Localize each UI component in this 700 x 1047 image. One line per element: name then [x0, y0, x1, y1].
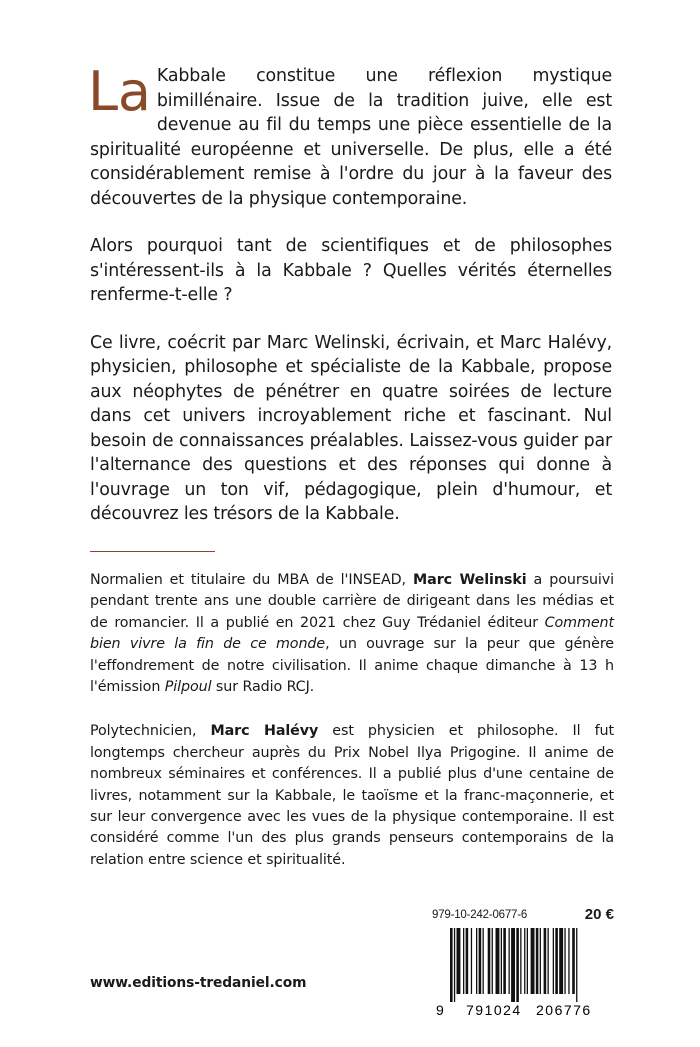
barcode-digits-left: 791024 — [466, 1002, 522, 1018]
barcode-bar — [471, 928, 472, 994]
bio2-intro: Polytechnicien, — [90, 723, 211, 740]
section-divider — [90, 551, 215, 552]
barcode-bar — [564, 928, 565, 994]
barcode-bar — [463, 928, 464, 994]
drop-cap: La — [88, 60, 151, 123]
barcode — [432, 928, 614, 1018]
barcode-bar — [524, 928, 525, 994]
bio1-intro: Normalien et titulaire du MBA de l'INSEAD, — [90, 572, 414, 588]
barcode-digit-first: 9 — [436, 1002, 444, 1018]
barcode-bar — [559, 928, 563, 994]
barcode-bar — [501, 928, 502, 994]
barcode-bar — [496, 928, 500, 994]
price: 20 € — [584, 906, 614, 923]
barcode-bar — [476, 928, 477, 994]
bio1-text-2: , un ouvrage sur la peur que génère l'effondrement de notre civilisation. Il anime chaque dimanche à 13 h l'émission — [90, 636, 614, 696]
barcode-bar — [450, 928, 453, 1002]
barcode-bar — [483, 928, 484, 994]
isbn-price-line — [432, 906, 614, 926]
intro-paragraph-3: Ce livre, coécrit par Marc Welinski, écrivain, et Marc Halévy, physicien, philosophe et spécialiste de la Kabbale, propose aux néophytes de pénétrer en quatre soirées de lecture dans cet univers incroyablement riche et fascinant. Nul besoin de connaissances préalables. Laissez-vous guider par l'alternance des questions et des réponses qui donne à l'ouvrage un ton vif, pédagogique, plein d'humour, et découvrez les trésors de la Kabbale. — [90, 332, 612, 524]
barcode-bar — [492, 928, 493, 994]
barcode-bar — [540, 928, 541, 994]
bio-marc-halevy — [90, 721, 614, 871]
barcode-bar — [516, 928, 519, 1002]
author-name-halevy: Marc Halévy — [210, 723, 319, 740]
barcode-bar — [548, 928, 549, 994]
bio1-text: a poursuivi pendant trente ans une double carrière de dirigeant dans les médias et de romancier. Il a publié en 2021 chez Guy Trédaniel éditeur — [90, 572, 615, 631]
isbn: 979-10-242-0677-6 — [432, 909, 528, 921]
barcode-bar — [457, 928, 461, 994]
barcode-bar — [509, 928, 510, 994]
intro-paragraph-1 — [88, 60, 612, 211]
author-bios — [90, 570, 614, 894]
barcode-bar — [454, 928, 455, 1002]
barcode-bar — [572, 928, 575, 994]
barcode-bar — [553, 928, 554, 994]
barcode-bar — [568, 928, 569, 994]
bio-marc-welinski — [90, 570, 614, 698]
barcode-bar — [466, 928, 469, 994]
author-name-welinski: Marc Welinski — [413, 572, 527, 588]
barcode-bar — [536, 928, 539, 994]
barcode-bars — [450, 928, 577, 1002]
barcode-bar — [503, 928, 506, 994]
barcode-bar — [576, 928, 577, 1002]
barcode-bar — [488, 928, 491, 994]
barcode-bar — [511, 928, 515, 1002]
barcode-bar — [555, 928, 558, 994]
book-title: Comment bien vivre la fin de ce monde — [90, 614, 614, 653]
intro-paragraph-2: Alors pourquoi tant de scientifiques et de philosophes s'intéressent-ils à la Kabbale ? Quelles vérités éternelles renferme-t-elle ? — [90, 236, 612, 305]
intro-paragraph-1-text: Kabbale constitue une réflexion mystique bimillénaire. Issue de la tradition juive, elle est devenue au fil du temps une pièce essentielle de la spiritualité européenne et universelle. De plus, elle a été considérablement remise à l'ordre du jour à la faveur des découvertes de la physique contemporaine. — [90, 66, 612, 209]
barcode-digits-right: 206776 — [536, 1002, 592, 1018]
barcode-block — [432, 906, 614, 1018]
barcode-bar — [479, 928, 482, 994]
barcode-bar — [527, 928, 528, 994]
bio2-text: est physicien et philosophe. Il fut longtemps chercheur auprès du Prix Nobel Ilya Prigogine. Il anime de nombreux séminaires et conférences. Il a publié plus d'une centaine de livres, notamment sur la Kabbale, le taoïsme et la franc-maçonnerie, et sur leur convergence avec les vues de la physique contemporaine. Il est considéré comme l'un des plus grands penseurs contemporains de la relation entre science et spiritualité. — [90, 723, 614, 868]
publisher-website: www.editions-tredaniel.com — [90, 975, 307, 991]
barcode-bar — [531, 928, 535, 994]
show-name: Pilpoul — [164, 679, 212, 696]
back-cover-description — [88, 60, 612, 550]
bio1-ending: sur Radio RCJ. — [211, 679, 315, 696]
barcode-bar — [544, 928, 547, 994]
barcode-bar — [520, 928, 521, 994]
